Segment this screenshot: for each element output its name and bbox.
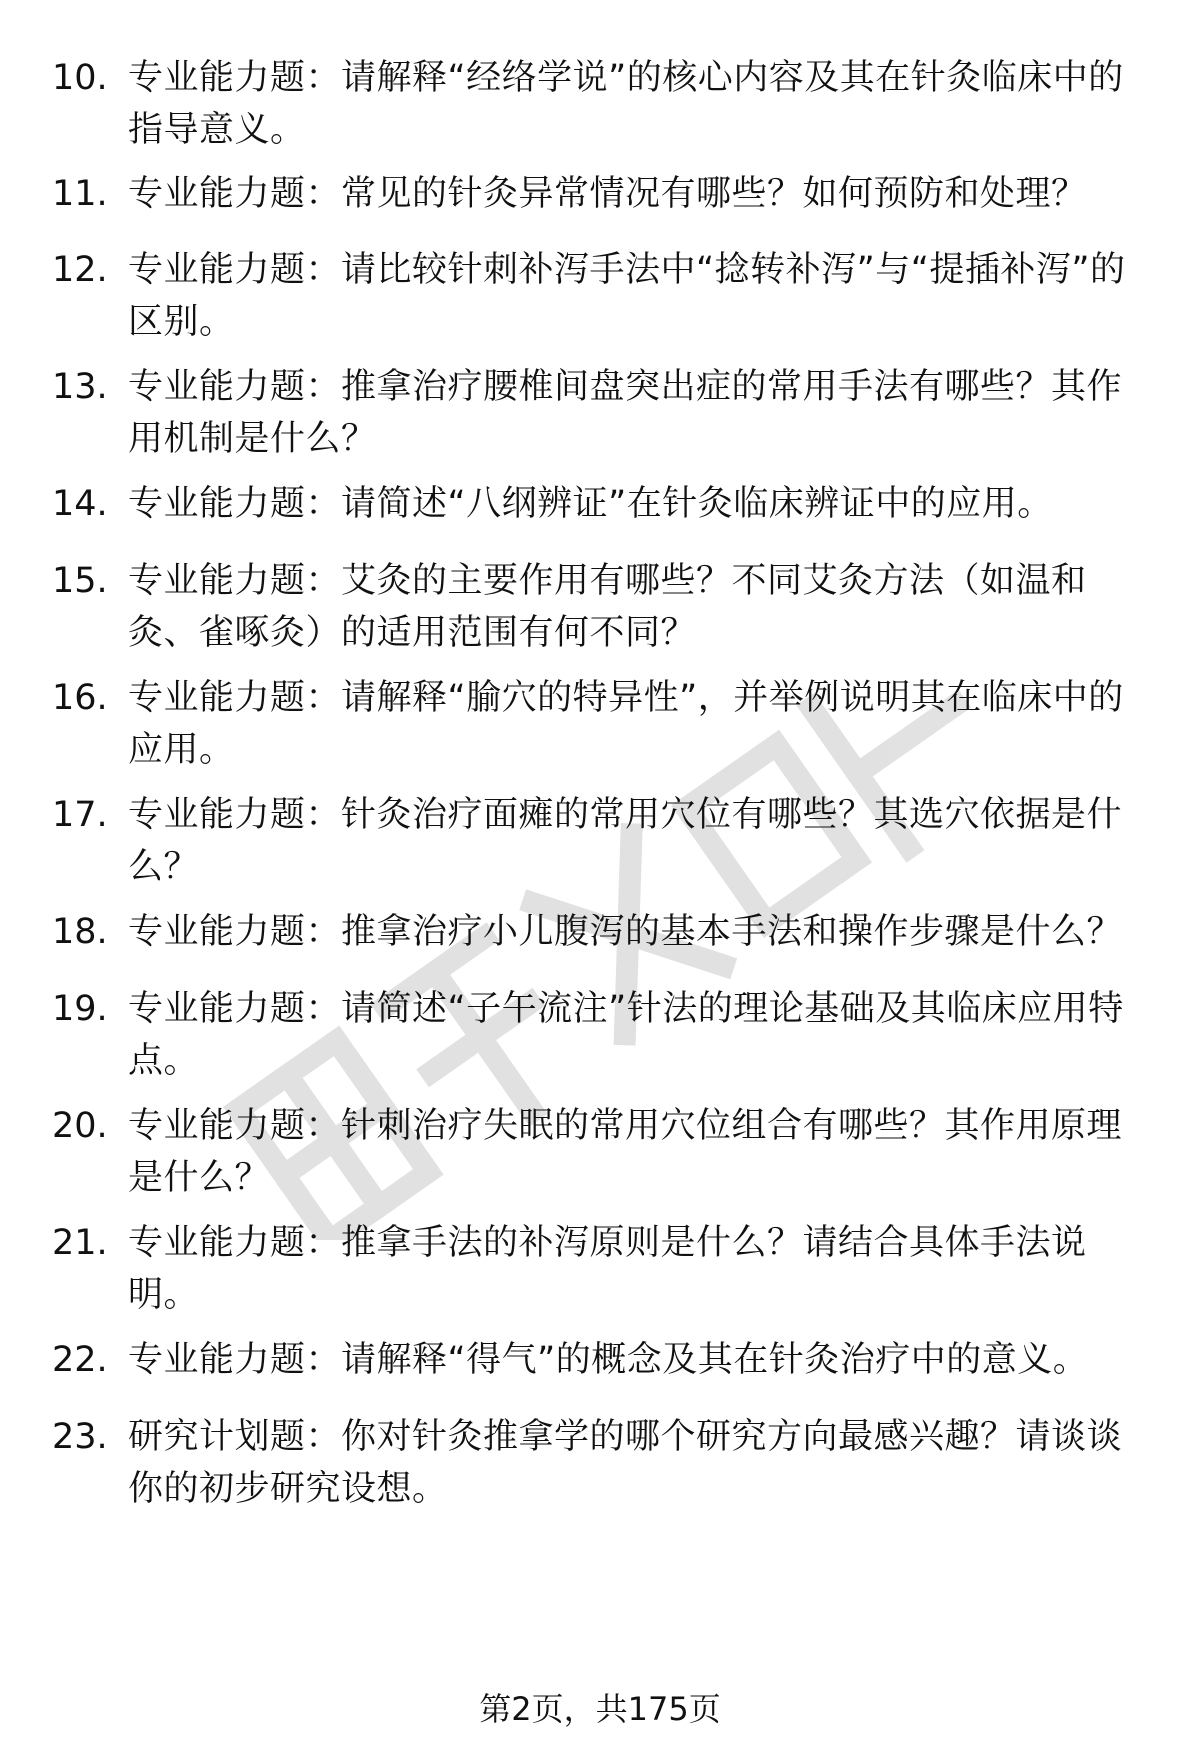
page-footer: 第2页，共175页 <box>479 1690 721 1728</box>
question-text: 专业能力题：推拿治疗腰椎间盘突出症的常用手法有哪些？其作用机制是什么？ <box>128 367 1123 459</box>
question-text: 专业能力题：请简述“八纲辨证”在针灸临床辨证中的应用。 <box>128 484 1053 524</box>
question-number: 17. <box>52 795 108 835</box>
question-number: 11. <box>52 174 108 214</box>
question-number: 23. <box>52 1417 108 1457</box>
question-number: 20. <box>52 1106 108 1146</box>
question-text: 专业能力题：请解释“得气”的概念及其在针灸治疗中的意义。 <box>128 1340 1089 1380</box>
question-text: 专业能力题：艾灸的主要作用有哪些？不同艾灸方法（如温和灸、雀啄灸）的适用范围有何不同？ <box>128 561 1087 653</box>
question-number: 22. <box>52 1340 108 1380</box>
question-text: 研究计划题：你对针灸推拿学的哪个研究方向最感兴趣？请谈谈你的初步研究设想。 <box>128 1417 1123 1509</box>
question-number: 19. <box>52 989 108 1029</box>
question-number: 21. <box>52 1223 108 1263</box>
question-text: 专业能力题：请解释“经络学说”的核心内容及其在针灸临床中的指导意义。 <box>128 58 1124 150</box>
question-number: 13. <box>52 367 108 407</box>
question-text: 专业能力题：推拿手法的补泻原则是什么？请结合具体手法说明。 <box>128 1223 1087 1315</box>
question-number: 10. <box>52 58 108 98</box>
question-text: 专业能力题：推拿治疗小儿腹泻的基本手法和操作步骤是什么？ <box>128 912 1123 952</box>
question-number: 16. <box>52 678 108 718</box>
question-text: 专业能力题：针灸治疗面瘫的常用穴位有哪些？其选穴依据是什么？ <box>128 795 1123 887</box>
question-text: 专业能力题：请解释“腧穴的特异性”，并举例说明其在临床中的应用。 <box>128 678 1124 770</box>
question-text: 专业能力题：请比较针刺补泻手法中“捻转补泻”与“提插补泻”的区别。 <box>128 250 1126 342</box>
question-number: 18. <box>52 912 108 952</box>
question-text: 专业能力题：请简述“子午流注”针法的理论基础及其临床应用特点。 <box>128 989 1124 1081</box>
question-text: 专业能力题：常见的针灸异常情况有哪些？如何预防和处理？ <box>128 174 1087 214</box>
question-number: 15. <box>52 561 108 601</box>
question-number: 12. <box>52 250 108 290</box>
question-text: 专业能力题：针刺治疗失眠的常用穴位组合有哪些？其作用原理是什么？ <box>128 1106 1123 1198</box>
question-number: 14. <box>52 484 108 524</box>
